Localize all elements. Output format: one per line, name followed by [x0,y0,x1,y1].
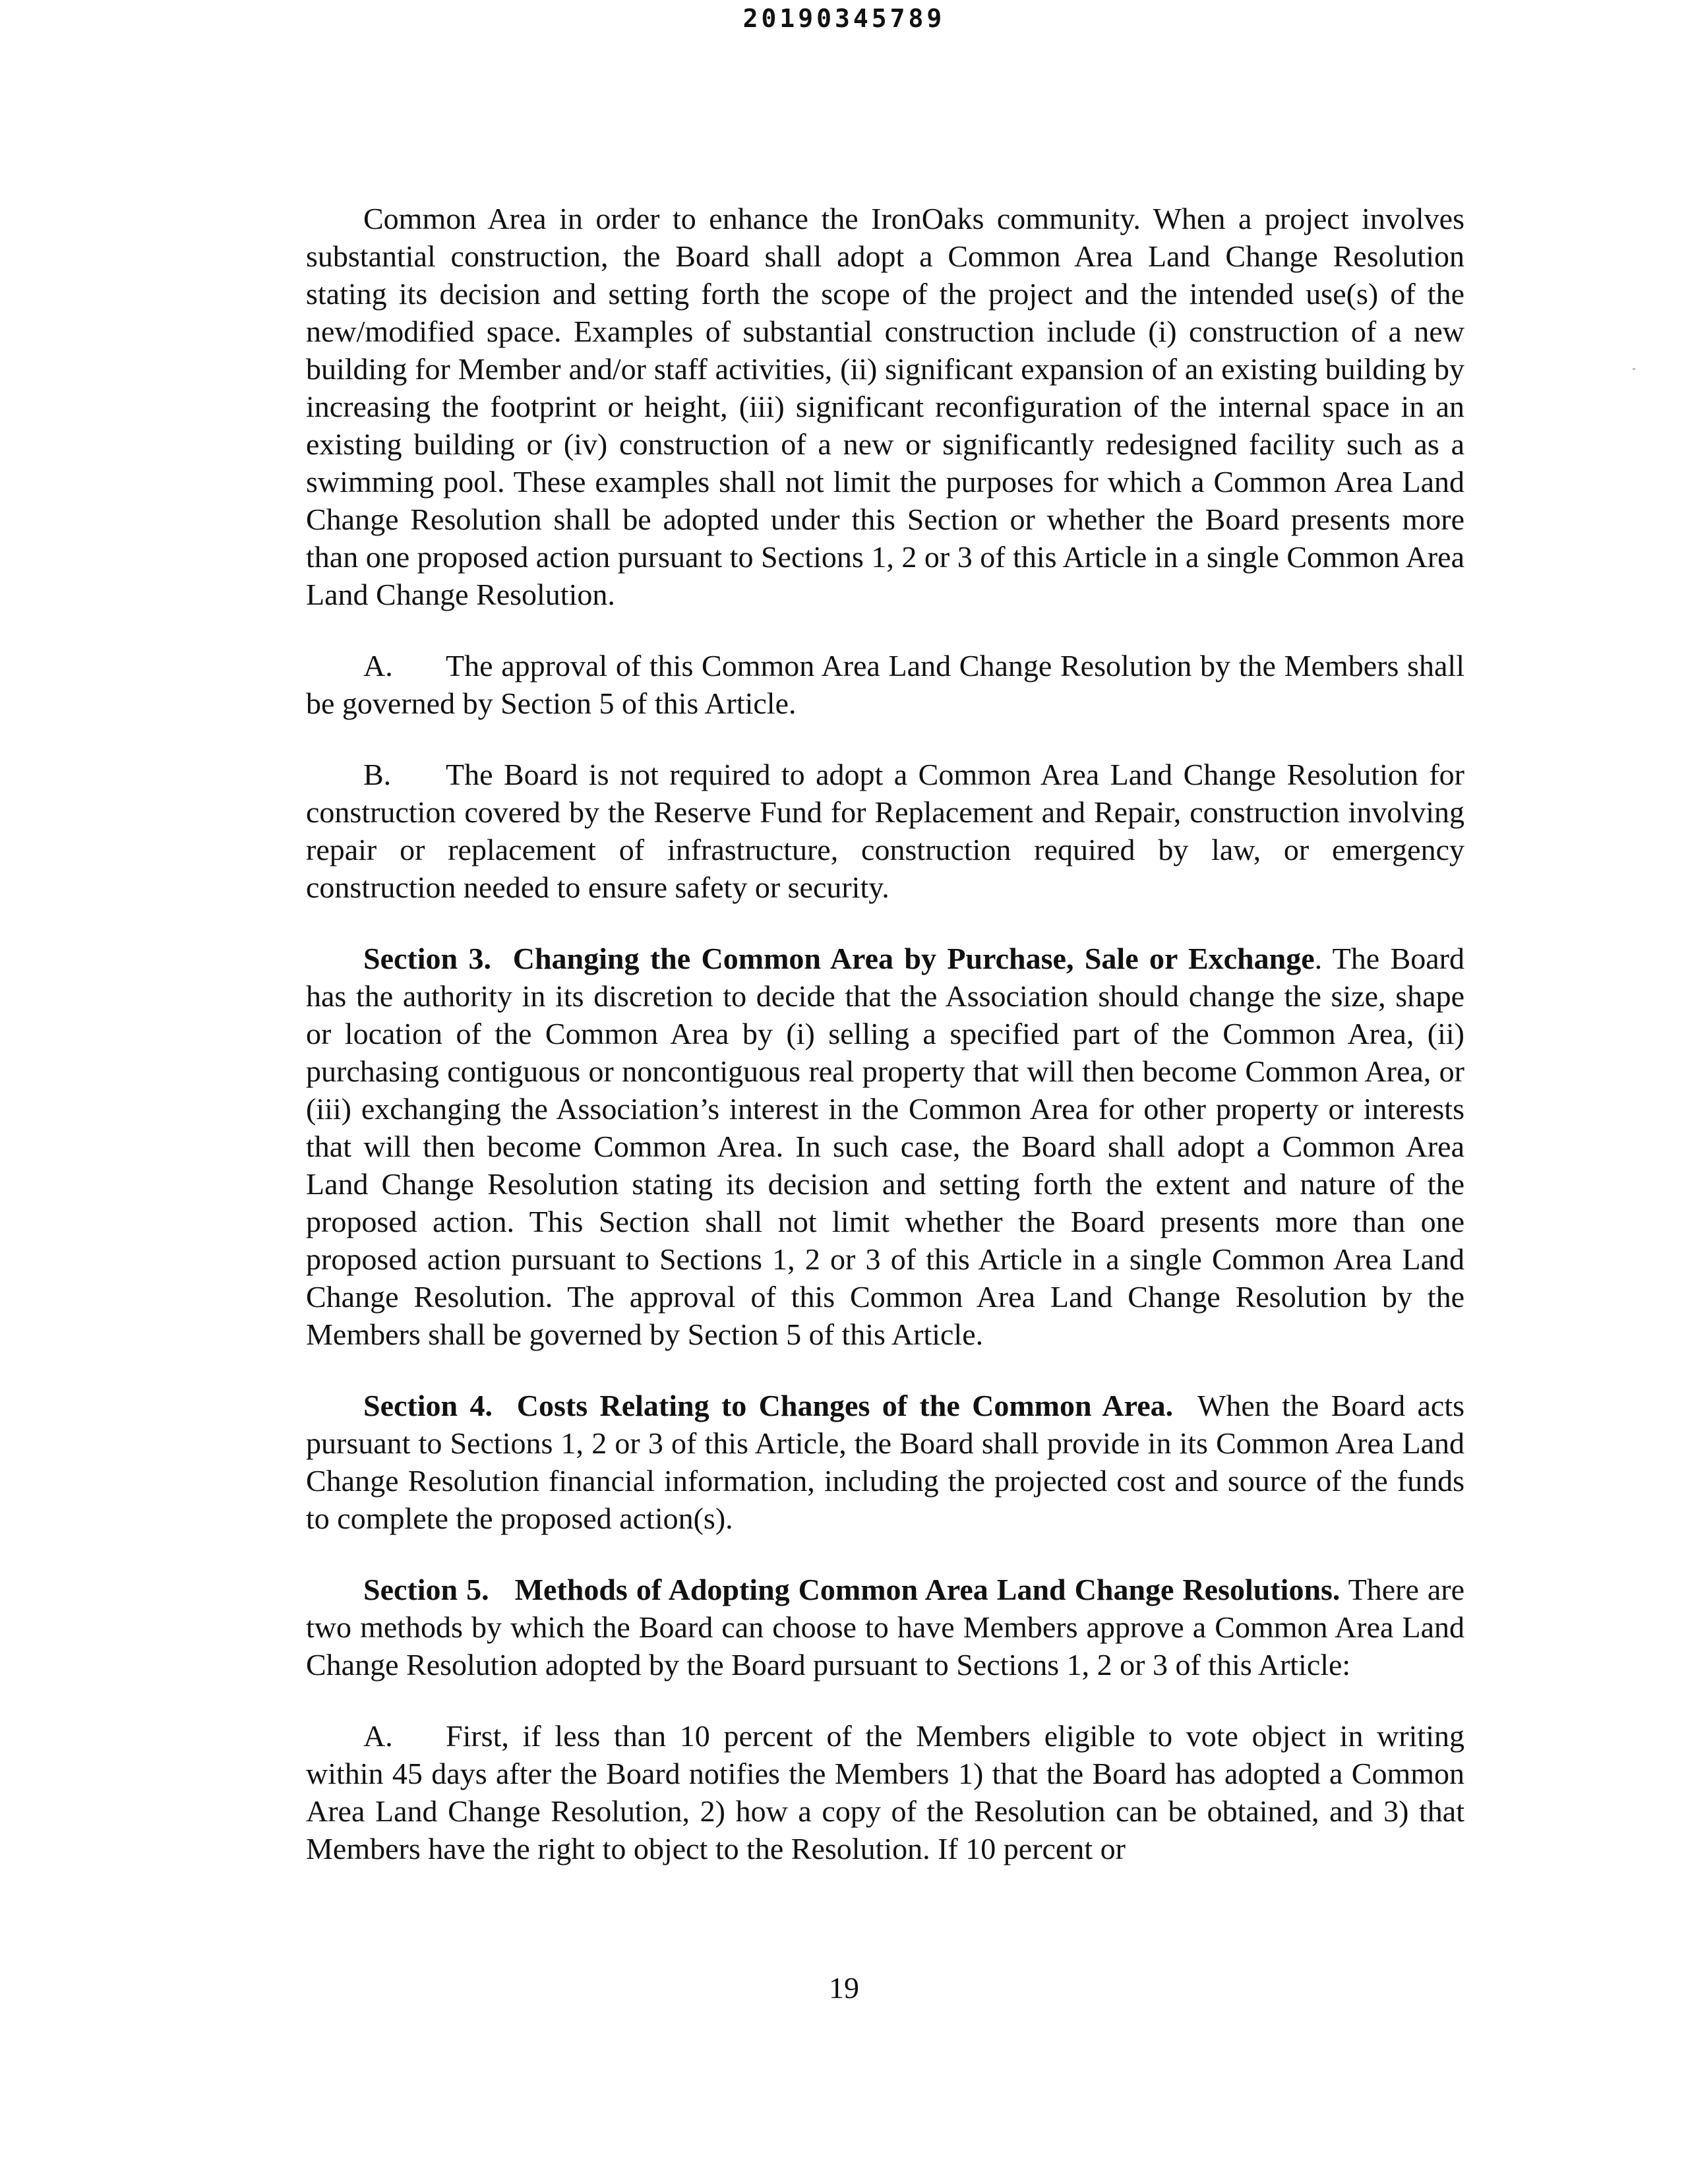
page-number: 19 [829,1971,859,2005]
item-b-text: The Board is not required to adopt a Common Area Land Change Resolution for construction covered by the Reserve Fund for Replacement and Repair, construction involving repair or replacement of infrastructure, construction required by law, or emergency construction needed to ensure safety or security. [306,758,1464,904]
item-5a-text: First, if less than 10 percent of the Members eligible to vote object in writing within 45 days after the Board notifies the Members 1) that the Board has adopted a Common Area Land Change Resolution, 2) how a copy of the Resolution can be obtained, and 3) that Members have the right to object to the Resolution. If 10 percent or [306,1719,1464,1866]
section-3-paragraph [306,940,1464,1353]
section-4-title: Costs Relating to Changes of the Common Area. [516,1389,1174,1422]
item-b-letter: B. [363,758,392,791]
scan-artifact [1633,368,1635,370]
item-a-text: The approval of this Common Area Land Change Resolution by the Members shall be governed by Section 5 of this Article. [306,649,1464,720]
item-5a-letter: A. [363,1719,393,1753]
item-5a-paragraph [306,1717,1464,1867]
section-3-title: Changing the Common Area by Purchase, Sale or Exchange [512,942,1315,975]
intro-paragraph: Common Area in order to enhance the IronOaks community. When a project involves substantial construction, the Board shall adopt a Common Area Land Change Resolution stating its decision and setting forth the scope of the project and the intended use(s) of the new/modified space. Examples of substantial construction include (i) construction of a new building for Member and/or staff activities, (ii) significant expansion of an existing building by increasing the footprint or height, (iii) significant reconfiguration of the internal space in an existing building or (iv) construction of a new or significantly redesigned facility such as a swimming pool. These examples shall not limit the purposes for which a Common Area Land Change Resolution shall be adopted under this Section or whether the Board presents more than one proposed action pursuant to Sections 1, 2 or 3 of this Article in a single Common Area Land Change Resolution. [306,202,1464,611]
section-3-number: Section 3. [363,942,491,975]
item-a-paragraph [306,647,1464,722]
section-4-number: Section 4. [363,1389,493,1422]
document-number: 20190345789 [742,4,946,33]
section-3-text: . The Board has the authority in its discretion to decide that the Association should change the size, shape or location of the Common Area by (i) selling a specified part of the Common Area, (ii) purchasing contiguous or noncontiguous real property that will then become Common Area, or (iii) exchanging the Association’s interest in the Common Area for other property or interests that will then become Common Area. In such case, the Board shall adopt a Common Area Land Change Resolution stating its decision and setting forth the extent and nature of the proposed action. This Section shall not limit whether the Board presents more than one proposed action pursuant to Sections 1, 2 or 3 of this Article in a single Common Area Land Change Resolution. The approval of this Common Area Land Change Resolution by the Members shall be governed by Section 5 of this Article. [306,942,1464,1351]
item-a-letter: A. [363,649,393,682]
section-5-text: There are two methods by which the Board can choose to have Members approve a Common Area Land Change Resolution adopted by the Board pursuant to Sections 1, 2 or 3 of this Article: [306,1573,1465,1682]
document-body [306,200,1464,1867]
section-4-paragraph [306,1387,1464,1537]
item-b-paragraph [306,756,1464,906]
section-4-text: When the Board acts pursuant to Sections 1, 2 or 3 of this Article, the Board shall provide in its Common Area Land Change Resolution financial information, including the projected cost and source of the funds to complete the proposed action(s). [306,1389,1465,1535]
section-5-title: Methods of Adopting Common Area Land Change Resolutions. [514,1573,1341,1606]
section-5-number: Section 5. [363,1573,489,1606]
section-5-paragraph [306,1571,1464,1684]
